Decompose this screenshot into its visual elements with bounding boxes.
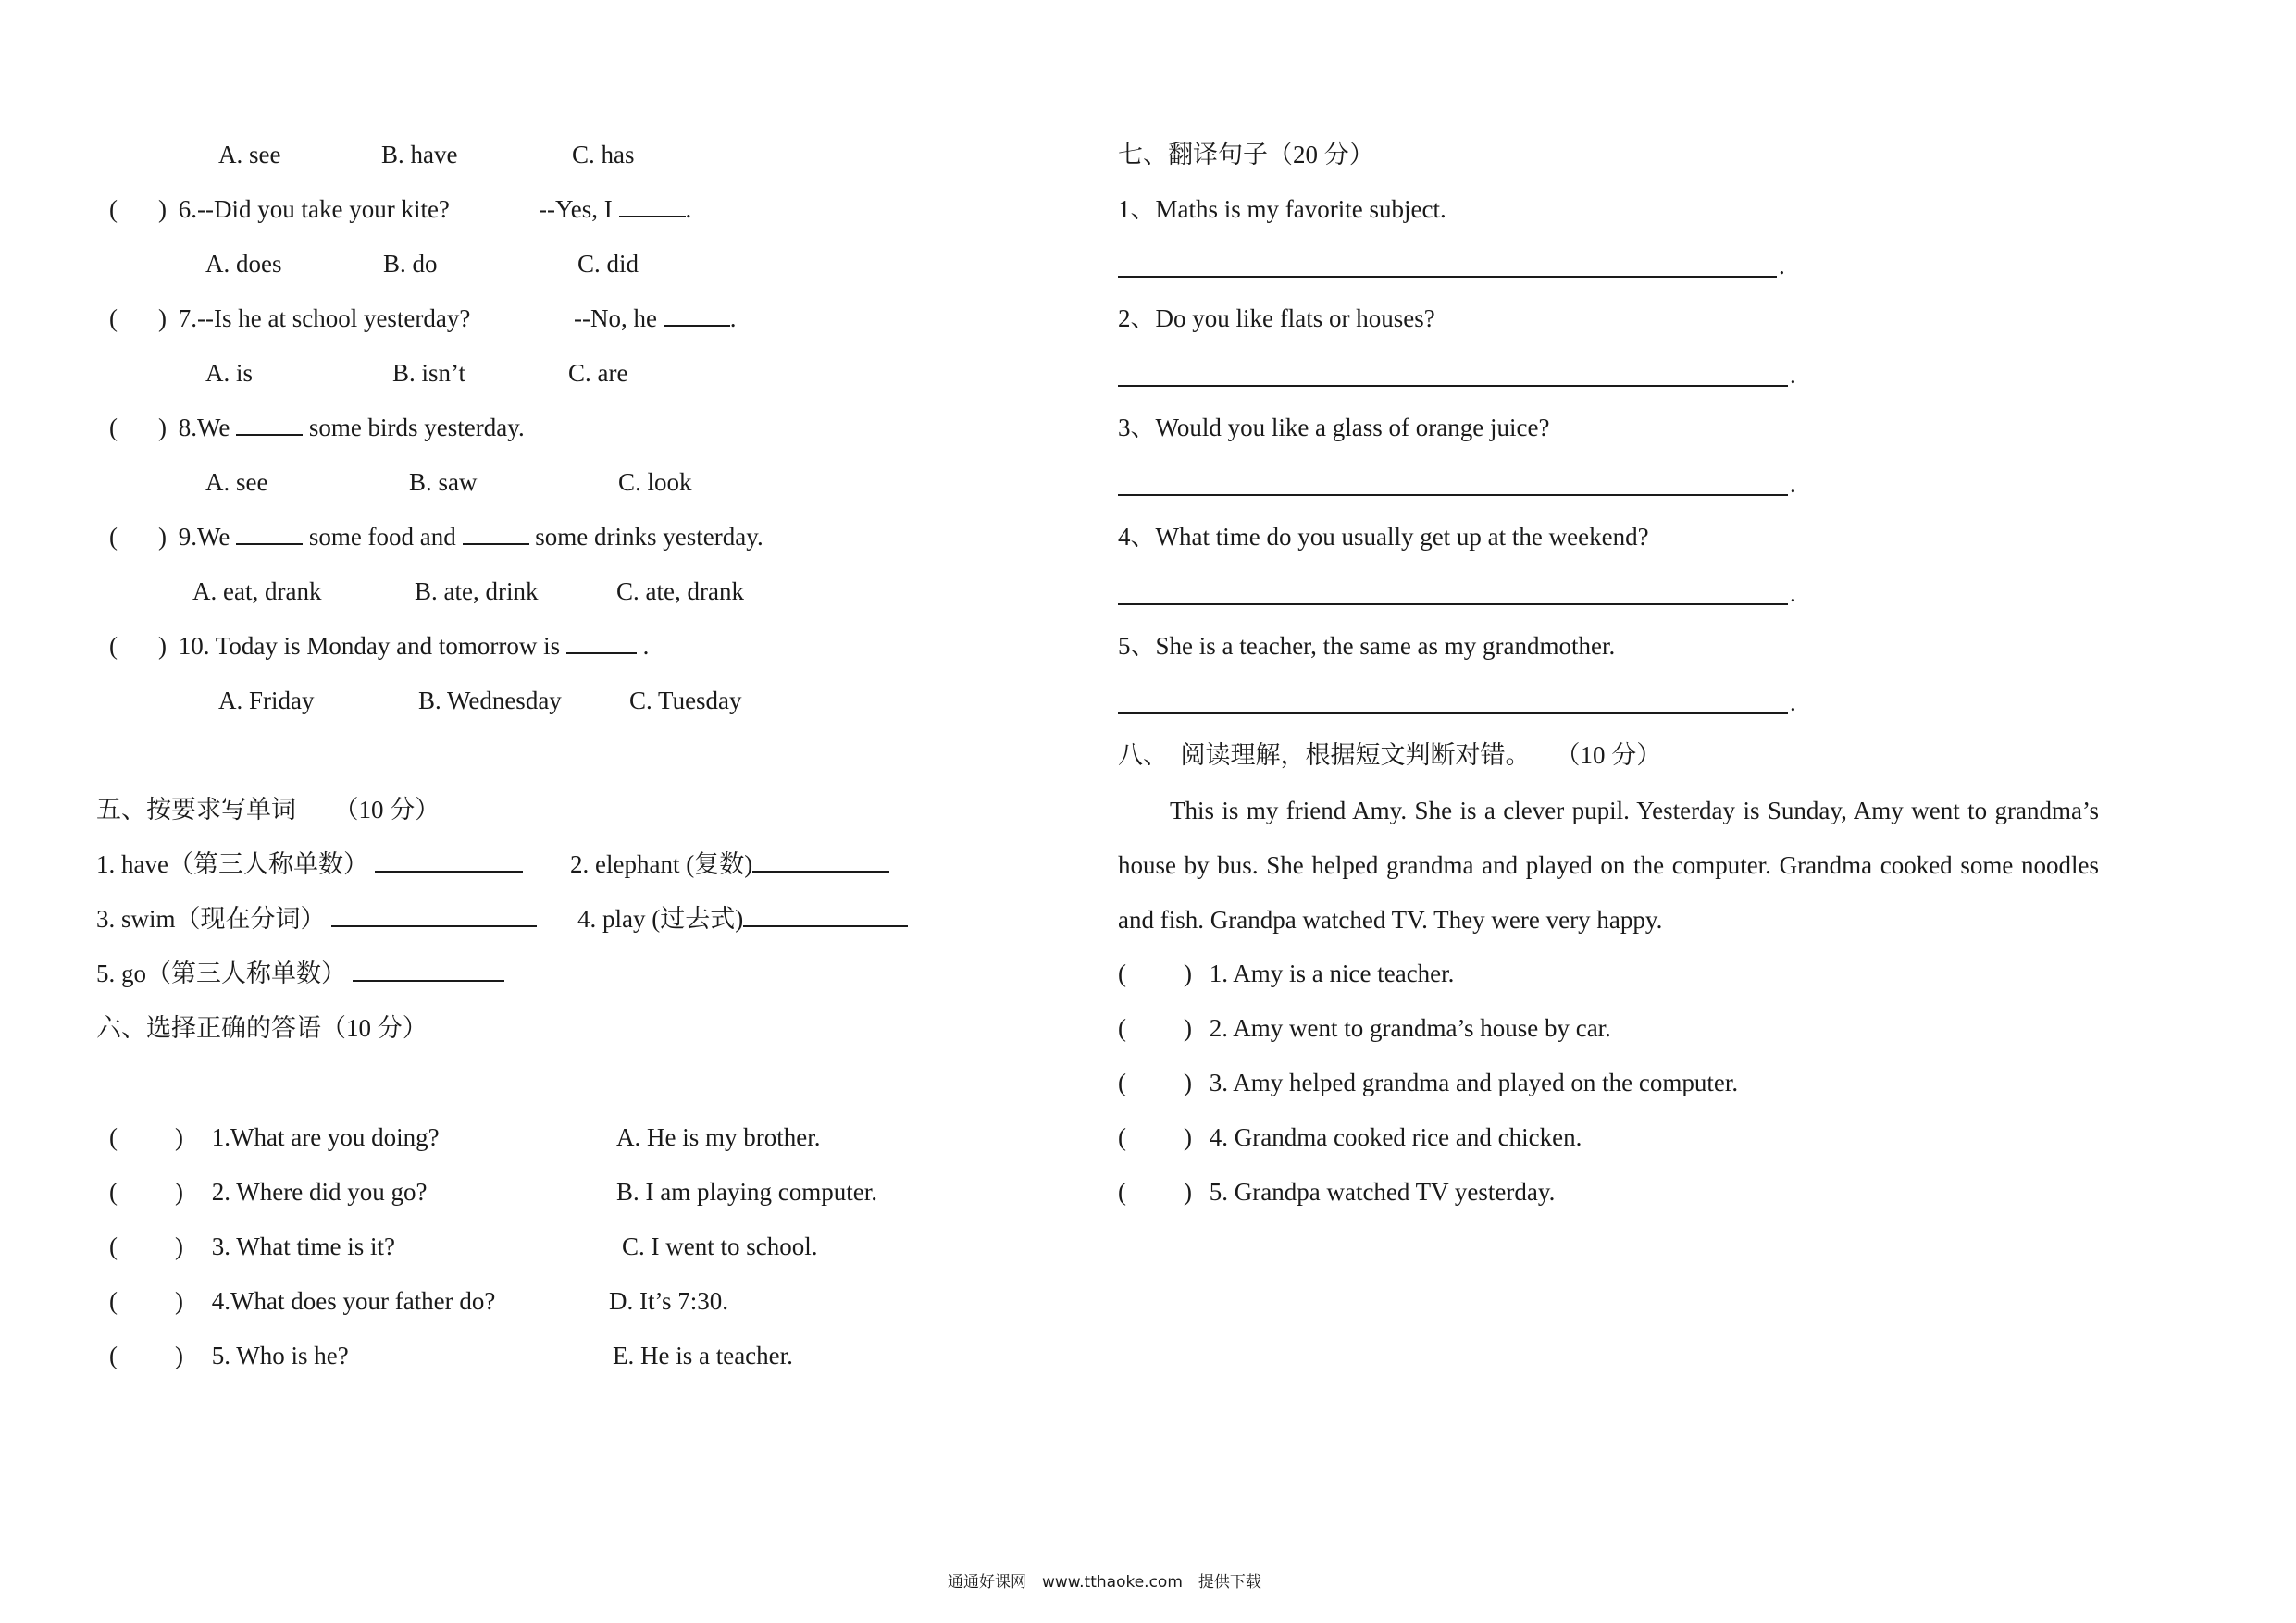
passage-text: This is my friend Amy. She is a clever pupil. Yesterday is Sunday, Amy went to grandma’s house by bus. She helped grandma and played on the computer. Grandma cooked some noodles and fish. Grandpa watched TV. They were very happy. — [1118, 797, 2099, 934]
question-8: ( ) 8.We some birds yesterday. — [109, 414, 525, 441]
match-question-3: ( ) 3. What time is it? — [109, 1233, 395, 1260]
reading-passage — [1118, 784, 2099, 948]
answer-blank[interactable] — [752, 850, 889, 873]
answer-paren[interactable]: ( ) — [1118, 1069, 1192, 1096]
question-text: 6.--Did you take your kite? — [178, 195, 450, 223]
section-5-heading: 五、按要求写单词 （10 分） — [96, 796, 441, 824]
option-a: A. eat, drank — [192, 577, 322, 605]
line-end: . — [1790, 688, 1796, 716]
answer-blank[interactable] — [236, 414, 303, 436]
answer-blank[interactable] — [375, 850, 523, 873]
word-item-2: 2. elephant (复数) — [570, 849, 889, 880]
judge-statement-3: ( ) 3. Amy helped grandma and played on the computer. — [1118, 1069, 1739, 1096]
match-question-4: ( ) 4.What does your father do? — [109, 1287, 496, 1315]
answer-paren[interactable]: ( ) — [109, 1178, 183, 1206]
answer-blank-1[interactable] — [236, 523, 303, 545]
answer-line-4[interactable] — [1118, 603, 1788, 605]
option-a: A. does — [205, 250, 282, 278]
answer-paren[interactable]: ( ) — [109, 1287, 183, 1315]
option-b: B. have — [381, 141, 458, 168]
answer-blank[interactable] — [353, 960, 504, 982]
word-item-5: 5. go（第三人称单数） — [96, 958, 504, 989]
judge-statement-2: ( ) 2. Amy went to grandma’s house by car. — [1118, 1014, 1611, 1042]
match-answer-c: C. I went to school. — [622, 1233, 818, 1260]
answer-line-3[interactable] — [1118, 494, 1788, 496]
option-a: A. see — [218, 141, 281, 168]
option-a: A. Friday — [218, 687, 315, 714]
translate-sentence-4: 4、What time do you usually get up at the weekend? — [1118, 523, 1649, 551]
footer-source: 通通好课网 www.tthaoke.com 提供下载 — [948, 1573, 1261, 1592]
answer-line-1[interactable] — [1118, 276, 1777, 278]
answer-paren[interactable]: ( ) — [1118, 1123, 1192, 1151]
option-c: C. Tuesday — [629, 687, 742, 714]
answer-paren[interactable]: ( ) — [109, 304, 167, 332]
section-6-heading: 六、选择正确的答语（10 分） — [96, 1014, 428, 1042]
translate-sentence-3: 3、Would you like a glass of orange juice? — [1118, 414, 1550, 441]
answer-blank-2[interactable] — [463, 523, 529, 545]
option-b: B. Wednesday — [418, 687, 562, 714]
option-a: A. see — [205, 468, 268, 496]
answer-line-2[interactable] — [1118, 385, 1788, 387]
answer-paren[interactable]: ( ) — [109, 1342, 183, 1369]
match-question-2: ( ) 2. Where did you go? — [109, 1178, 428, 1206]
judge-statement-5: ( ) 5. Grandpa watched TV yesterday. — [1118, 1178, 1556, 1206]
answer-blank[interactable] — [331, 905, 537, 927]
option-c: C. look — [618, 468, 692, 496]
answer-blank[interactable] — [743, 905, 908, 927]
judge-statement-1: ( ) 1. Amy is a nice teacher. — [1118, 960, 1455, 987]
answer-paren[interactable]: ( ) — [109, 1123, 183, 1151]
judge-statement-4: ( ) 4. Grandma cooked rice and chicken. — [1118, 1123, 1582, 1151]
option-c: C. ate, drank — [616, 577, 744, 605]
answer-paren[interactable]: ( ) — [109, 195, 167, 223]
question-7-reply: --No, he . — [574, 304, 737, 332]
option-c: C. did — [577, 250, 639, 278]
answer-paren[interactable]: ( ) — [109, 414, 167, 441]
answer-blank[interactable] — [664, 304, 730, 327]
translate-sentence-2: 2、Do you like flats or houses? — [1118, 304, 1435, 332]
answer-blank[interactable] — [566, 632, 637, 654]
answer-paren[interactable]: ( ) — [1118, 1178, 1192, 1206]
match-answer-a: A. He is my brother. — [616, 1123, 821, 1151]
word-item-3: 3. swim（现在分词） — [96, 903, 537, 935]
word-item-1: 1. have（第三人称单数） — [96, 849, 523, 880]
answer-paren[interactable]: ( ) — [109, 1233, 183, 1260]
translate-sentence-5: 5、She is a teacher, the same as my grandmother. — [1118, 632, 1616, 660]
match-answer-d: D. It’s 7:30. — [609, 1287, 729, 1315]
match-answer-b: B. I am playing computer. — [616, 1178, 877, 1206]
question-6 — [109, 193, 450, 225]
section-8-heading: 八、 阅读理解，根据短文判断对错。 （10 分） — [1118, 741, 1662, 769]
line-end: . — [1790, 579, 1796, 607]
answer-paren[interactable]: ( ) — [109, 632, 167, 660]
answer-paren[interactable]: ( ) — [109, 523, 167, 551]
option-b: B. saw — [409, 468, 478, 496]
question-10: ( ) 10. Today is Monday and tomorrow is . — [109, 632, 650, 660]
line-end: . — [1790, 361, 1796, 389]
section-7-heading: 七、翻译句子（20 分） — [1118, 141, 1374, 168]
question-9: ( ) 9.We some food and some drinks yesterday. — [109, 523, 763, 551]
question-text: 7.--Is he at school yesterday? — [178, 304, 471, 332]
line-end: . — [1790, 470, 1796, 498]
option-b: B. ate, drink — [415, 577, 539, 605]
option-c: C. are — [568, 359, 628, 387]
option-b: B. isn’t — [392, 359, 466, 387]
option-a: A. is — [205, 359, 254, 387]
match-question-1: ( ) 1.What are you doing? — [109, 1123, 440, 1151]
answer-paren[interactable]: ( ) — [1118, 960, 1192, 987]
option-c: C. has — [572, 141, 635, 168]
question-6-reply: --Yes, I . — [539, 195, 692, 223]
option-b: B. do — [383, 250, 438, 278]
answer-line-5[interactable] — [1118, 712, 1788, 714]
translate-sentence-1: 1、Maths is my favorite subject. — [1118, 195, 1446, 223]
answer-blank[interactable] — [619, 195, 686, 217]
line-end: . — [1779, 252, 1785, 279]
question-7 — [109, 303, 470, 334]
word-item-4: 4. play (过去式) — [577, 903, 908, 935]
answer-paren[interactable]: ( ) — [1118, 1014, 1192, 1042]
match-answer-e: E. He is a teacher. — [613, 1342, 793, 1369]
match-question-5: ( ) 5. Who is he? — [109, 1342, 349, 1369]
